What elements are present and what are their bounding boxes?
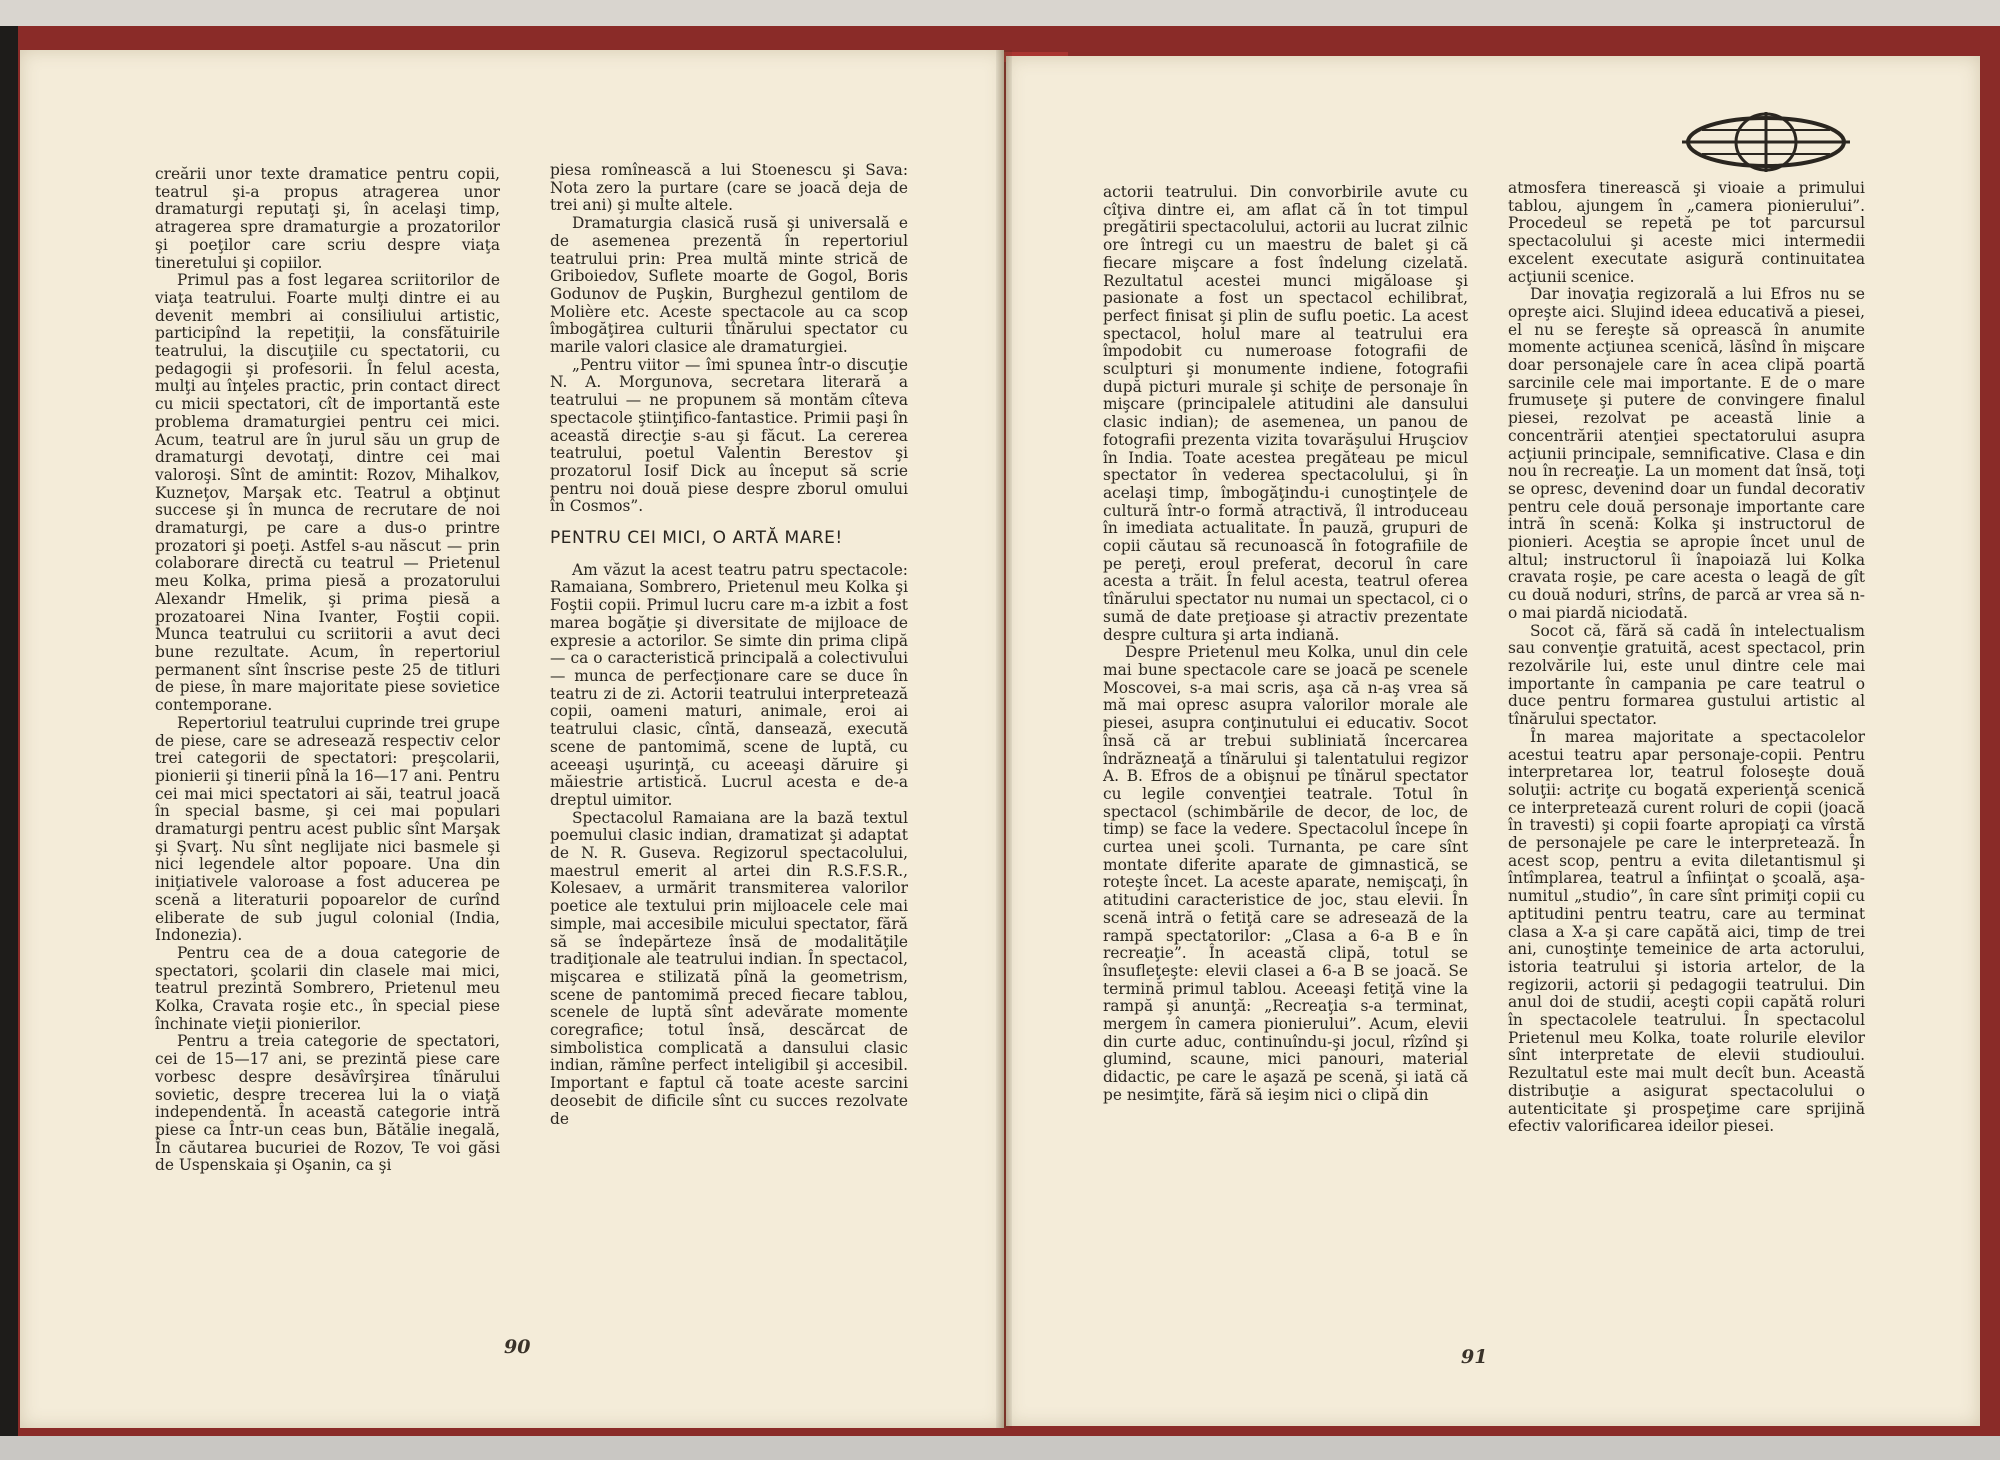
paragraph: piesa romînească a lui Stoenescu şi Sava: Nota zero la purtare (care se joacă deja de trei ani) şi multe altele. [550,161,908,215]
paragraph: Dar inovaţia regizorală a lui Efros nu se opreşte aici. Slujind ideea educativă a piesei, el nu se fereşte să oprească în anumite momente acţiunea scenică, lăsînd în mişcare doar personajele care în acea clipă poartă sarcinile cele mai importante. E de o mare frumuseţe şi putere de convingere finalul piesei, rezolvat pe această linie a concentrării atenţiei spectatorului asupra acţiunii principale, semnificative. Clasa e din nou în recreaţie. La un moment dat însă, toţi se opresc, devenind doar un fundal decorativ pentru cele două personaje importante care intră în scenă: Kolka şi instructorul de pionieri. Aceştia se apropie încet unul de altul; instructorul îi înapoiază lui Kolka cravata roşie, pe care acesta o leagă de gît cu două noduri, strîns, de parcă ar vrea să n-o mai piardă niciodată. [1508,285,1865,622]
left-column-1 [155,166,500,1175]
paragraph: Despre Prietenul meu Kolka, unul din cele mai bune spectacole care se joacă pe scenele Moscovei, s-a mai scris, aşa că n-aş vrea să mă mai opresc asupra valorilor morale ale piesei, asupra conţinutului ei educativ. Socot însă că ar trebui subliniată încercarea îndrăzneaţă a tînărului şi talentatului regizor A. B. Efros de a obişnui pe tînărul spectator cu legile convenţiei teatrale. Totul în spectacol (schimbările de decor, de loc, de timp) se face la vedere. Spectacolul începe în curtea unei şcoli. Turnanta, pe care sînt montate diferite aparate de gimnastică, se roteşte încet. La aceste aparate, nemişcaţi, în atitudini caracteristice de joc, stau elevii. În scenă intră o fetiţă care se adresează de la rampă spectatorilor: „Clasa a 6-a B e în recreaţie”. În această clipă, totul se însufleţeşte: elevii clasei a 6-a B se joacă. Se termină primul tablou. Aceeaşi fetiţă vine la rampă şi anunţă: „Recreaţia s-a terminat, mergem în camera pionierului”. Acum, elevii din curte aduc, continuîndu-şi jocul, rîzînd şi glumind, scaune, mici panouri, material didactic, pe care le aşază pe scenă, şi iată că pe nesimţite, fără să ieşim nici o clipă din [1103,643,1468,1104]
paragraph: creării unor texte dramatice pentru copii, teatrul şi-a propus atragerea unor dramaturgi reputaţi şi, în acelaşi timp, atragerea spre dramaturgie a prozatorilor şi poeţilor care scriu despre viaţa tineretului şi copiilor. [155,165,500,272]
right-column-2 [1508,180,1865,1136]
paragraph: Repertoriul teatrului cuprinde trei grupe de piese, care se adresează respectiv celor trei categorii de spectatori: preşcolarii, pionierii şi tinerii pînă la 16—17 ani. Pentru cei mai mici spectatori ai săi, teatrul joacă în special basme, şi cei mai populari dramaturgi pentru acest public sînt Marşak şi Şvarţ. Nu sînt neglijate nici basmele şi nici legendele altor popoare. Una din iniţiativele valoroase a fost aducerea pe scenă a literaturii popoarelor de curînd eliberate de sub jugul colonial (India, Indonezia). [155,713,500,945]
paragraph: Dramaturgia clasică rusă şi universală e de asemenea prezentă în repertoriul teatrului prin: Prea multă minte strică de Griboiedov, Suflete moarte de Gogol, Boris Godunov de Puşkin, Burghezul gentilom de Molière etc. Aceste spectacole au ca scop îmbogăţirea culturii tînărului spectator cu marile valori clasice ale dramaturgiei. [550,214,908,357]
left-column-2 [550,162,908,1128]
paragraph: Am văzut la acest teatru patru spectacole: Ramaiana, Sombrero, Prietenul meu Kolka şi Foştii copii. Primul lucru care m-a izbit a fost marea bogăţie şi diversitate de mijloace de expresie a actorilor. Se simte din prima clipă — ca o caracteristică principală a colectivului — munca de perfecţionare care se duce în teatru zi de zi. Actorii teatrului interpretează copii, oameni maturi, animale, eroi ai teatrului clasic, cîntă, dansează, execută scene de pantomimă, scene de luptă, cu aceeaşi uşurinţă, cu aceeaşi dăruire şi măiestrie artistică. Lucrul acesta e de-a dreptul uimitor. [550,560,908,809]
paragraph: Spectacolul Ramaiana are la bază textul poemului clasic indian, dramatizat şi adaptat de N. R. Guseva. Regizorul spectacolului, maestrul emerit al artei din R.S.F.S.R., Kolesaev, a urmărit transmiterea valorilor poetice ale textului prin mijloacele cele mai simple, mai accesibile micului spectator, fără să se îndepărteze însă de modalităţile tradiţionale ale teatrului indian. În spectacol, mişcarea e stilizată pînă la geometrism, scene de pantomimă preced fiecare tablou, scenele de luptă sînt adevărate momente coregrafice; totul însă, descărcat de simbolistica complicată a dansului clasic indian, rămîne perfect inteligibil şi accesibil. Important e faptul că toate aceste sarcini deosebit de dificile sînt cu succes rezolvate de [550,808,908,1128]
section-heading: PENTRU CEI MICI, O ARTĂ MARE! [550,528,843,549]
scan-border-top [0,0,2000,26]
book-gutter [996,50,1012,1428]
page-number-left: 90 [504,1336,531,1358]
paragraph: actorii teatrului. Din convorbirile avute cu cîţiva dintre ei, am aflat că în tot timpul pregătirii spectacolului, actorii au lucrat zilnic ore întregi cu un maestru de balet şi că fiecare mişcare a fost îndelung cizelată. Rezultatul acestei munci migăloase şi pasionate a fost un spectacol echilibrat, perfect finisat şi plin de suflu poetic. La acest spectacol, holul mare al teatrului era împodobit cu numeroase fotografii de sculpturi şi monumente indiene, fotografii după picturi murale şi schiţe de personaje în mişcare (principalele atitudini ale dansului clasic indian); de asemenea, un panou de fotografii prezenta vizita tovarăşului Hruşciov în India. Toate acestea pregăteau pe micul spectator în vederea spectacolului, şi în acelaşi timp, îmbogăţindu-i cunoştinţele de cultură într-o formă atractivă, îl introduceau în imediata actualitate. În pauză, grupuri de copii căutau să recunoască în fotografiile de pe pereţi, eroul preferat, decorul în care acesta a trăit. În felul acesta, teatrul oferea tînărului spectator nu numai un spectacol, ci o sumă de date preţioase şi atractiv prezentate despre cultura şi arta indiană. [1103,183,1468,644]
scan-border-left [0,26,18,1436]
scan-border-bottom [0,1436,2000,1460]
globe-emblem-icon [1676,110,1856,174]
paragraph: atmosfera tinerească şi vioaie a primului tablou, ajungem în „camera pionierului”. Procedeul se repetă pe tot parcursul spectacolului şi aceste mici intermedii excelent executate asigură continuitatea acţiunii scenice. [1508,179,1865,286]
paragraph: Primul pas a fost legarea scriitorilor de viaţa teatrului. Foarte mulţi dintre ei au devenit membri ai consiliului artistic, participînd la repetiţii, la consfătuirile teatrului, la discuţiile cu spectatorii, cu pedagogii şi profesorii. În felul acesta, mulţi au înţeles practic, prin contact direct cu micii spectatori, cît de importantă este problema dramaturgiei pentru cei mici. Acum, teatrul are în jurul său un grup de dramaturgi devotaţi, dintre cei mai valoroşi. Sînt de amintit: Rozov, Mihalkov, Kuzneţov, Marşak etc. Teatrul a obţinut succese şi în munca de recrutare de noi dramaturgi, pe care a dus-o printre prozatori şi poeţi. Astfel s-au născut — prin colaborare directă cu teatrul — Prietenul meu Kolka, prima piesă a prozatorului Alexandr Hmelik, şi prima piesă a prozatoarei Nina Ivanter, Foştii copii. Munca teatrului cu scriitorii a avut deci bune rezultate. Acum, în repertoriul permanent sînt înscrise peste 25 de titluri de piese, în mare majoritate piese sovietice contemporane. [155,271,500,715]
paragraph: Pentru a treia categorie de spectatori, cei de 15—17 ani, se prezintă piese care vorbesc despre desăvîrşirea tînărului sovietic, despre trecerea lui la o viaţă independentă. În această categorie intră piese ca Într-un ceas bun, Bătălie inegală, În căutarea bucuriei de Rozov, Te voi găsi de Uspenskaia şi Oşanin, ca şi [155,1032,500,1175]
page-number-right: 91 [1461,1346,1488,1368]
paragraph: Socot că, fără să cadă în intelectualism sau convenţie gratuită, acest spectacol, prin rezolvările lui, este unul dintre cele mai importante în campania pe care teatrul o duce pentru formarea gustului artistic al tînărului spectator. [1508,621,1865,729]
paragraph: În marea majoritate a spectacolelor acestui teatru apar personaje-copii. Pentru interpretarea lor, teatrul foloseşte două soluţii: actriţe cu bogată experienţă scenică ce interpretează curent roluri de copii (joacă în travesti) şi copii foarte apropiaţi ca vîrstă de personajele pe care le interpretează. În acest scop, pentru a evita diletantismul şi întîmplarea, teatrul a înfiinţat o şcoală, aşa-numitul „studio”, în care sînt primiţi copii cu aptitudini pentru teatru, care au terminat clasa a X-a şi care capătă aici, timp de trei ani, cunoştinţe temeinice de arta actorului, istoria teatrului şi istoria artelor, de la regizorii, actorii şi pedagogii teatrului. Din anul doi de studii, aceşti copii capătă roluri în spectacolele teatrului. În spectacolul Prietenul meu Kolka, toate rolurile elevilor sînt interpretate de elevii studioului. Rezultatul este mai mult decît bun. Această distribuţie a asigurat spectacolului o autenticitate şi prospeţime care sprijină efectiv valorificarea ideilor piesei. [1508,727,1865,1136]
paragraph: Pentru cea de a doua categorie de spectatori, şcolarii din clasele mai mici, teatrul prezintă Sombrero, Prietenul meu Kolka, Cravata roşie etc., în special piese închinate vieţii pionierilor. [155,943,500,1033]
paragraph: „Pentru viitor — îmi spunea într-o discuţie N. A. Morgunova, secretara literară a teatrului — ne propunem să montăm cîteva spectacole ştiinţifico-fantastice. Primii paşi în această direcţie s-au şi făcut. La cererea teatrului, poetul Valentin Berestov şi prozatorul Iosif Dick au început să scrie pentru noi două piese despre zborul omului în Cosmos”. [550,355,908,516]
right-column-1 [1103,184,1468,1105]
